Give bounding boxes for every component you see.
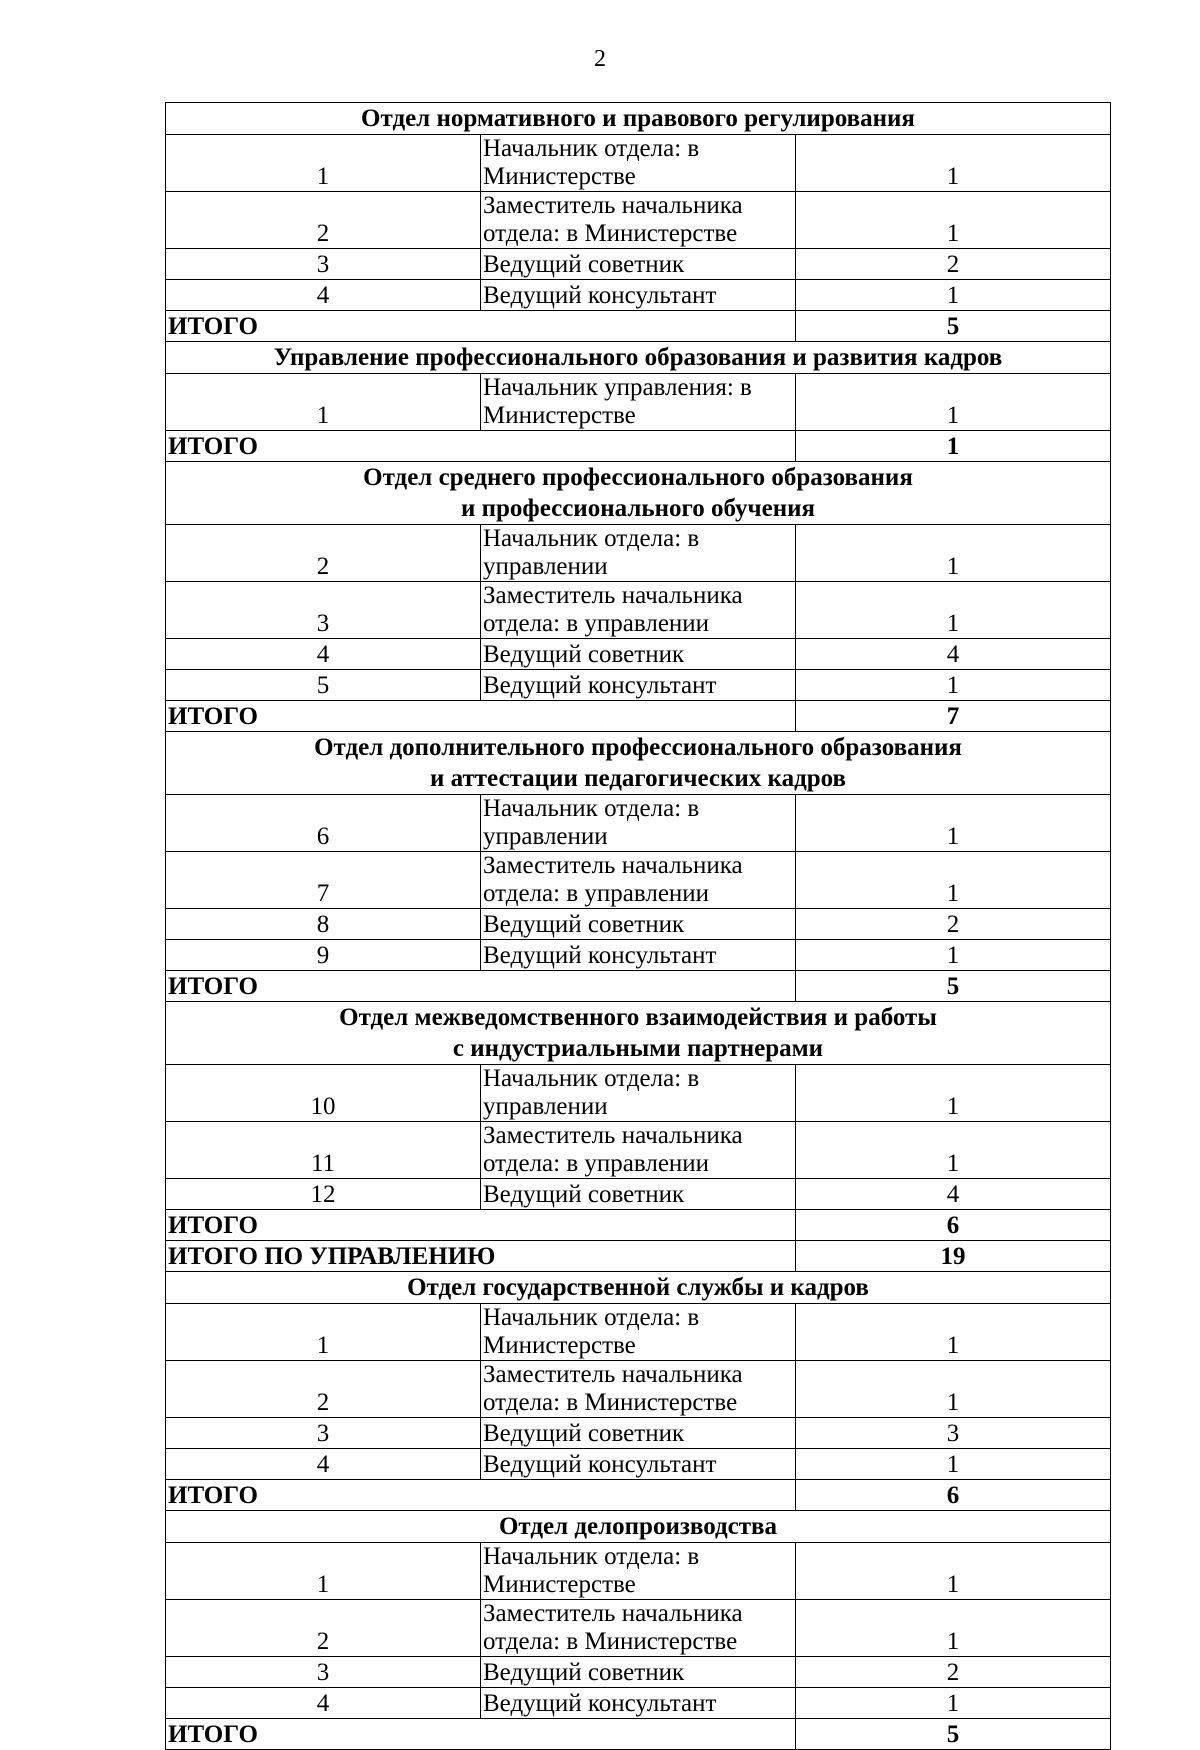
position-count: 2 bbox=[796, 1657, 1111, 1688]
row-number: 3 bbox=[166, 1418, 481, 1449]
table-row bbox=[166, 280, 1111, 311]
row-number: 7 bbox=[166, 852, 481, 909]
section-title: Отдел межведомственного взаимодействия и работы с индустриальными партнерами bbox=[166, 1002, 1111, 1065]
row-number: 6 bbox=[166, 795, 481, 852]
position-count: 1 bbox=[796, 1304, 1111, 1361]
position-count: 1 bbox=[796, 1600, 1111, 1657]
position-name: Ведущий консультант bbox=[481, 670, 796, 701]
row-number: 1 bbox=[166, 1304, 481, 1361]
table-row bbox=[166, 1449, 1111, 1480]
position-count: 1 bbox=[796, 1449, 1111, 1480]
position-count: 1 bbox=[796, 1361, 1111, 1418]
position-name: Заместитель начальника отдела: в управлении bbox=[481, 582, 796, 639]
row-number: 9 bbox=[166, 940, 481, 971]
position-count: 1 bbox=[796, 1065, 1111, 1122]
total-row bbox=[166, 311, 1111, 342]
table-row bbox=[166, 525, 1111, 582]
section-header-row bbox=[166, 342, 1111, 374]
row-number: 2 bbox=[166, 1600, 481, 1657]
row-number: 4 bbox=[166, 1688, 481, 1719]
position-count: 1 bbox=[796, 795, 1111, 852]
row-number: 4 bbox=[166, 280, 481, 311]
position-name: Ведущий советник bbox=[481, 1418, 796, 1449]
total-row bbox=[166, 701, 1111, 732]
row-number: 2 bbox=[166, 525, 481, 582]
position-name: Начальник отдела: в управлении bbox=[481, 525, 796, 582]
row-number: 1 bbox=[166, 374, 481, 431]
total-value: 7 bbox=[796, 701, 1111, 732]
total-row bbox=[166, 1480, 1111, 1511]
section-header-row bbox=[166, 103, 1111, 135]
position-name: Ведущий советник bbox=[481, 639, 796, 670]
table-row bbox=[166, 670, 1111, 701]
position-count: 4 bbox=[796, 639, 1111, 670]
staffing-table-body bbox=[166, 103, 1111, 1750]
total-label: ИТОГО bbox=[166, 1719, 796, 1750]
position-count: 2 bbox=[796, 909, 1111, 940]
position-count: 1 bbox=[796, 192, 1111, 249]
row-number: 4 bbox=[166, 1449, 481, 1480]
position-name: Заместитель начальника отдела: в Министерстве bbox=[481, 1361, 796, 1418]
position-count: 1 bbox=[796, 280, 1111, 311]
section-header-row bbox=[166, 1511, 1111, 1543]
position-count: 1 bbox=[796, 135, 1111, 192]
position-count: 1 bbox=[796, 670, 1111, 701]
table-row bbox=[166, 374, 1111, 431]
table-row bbox=[166, 1600, 1111, 1657]
table-row bbox=[166, 1065, 1111, 1122]
position-count: 3 bbox=[796, 1418, 1111, 1449]
total-label: ИТОГО bbox=[166, 431, 796, 462]
total-label: ИТОГО bbox=[166, 971, 796, 1002]
total-row bbox=[166, 1241, 1111, 1272]
row-number: 4 bbox=[166, 639, 481, 670]
table-row bbox=[166, 249, 1111, 280]
position-name: Ведущий консультант bbox=[481, 1688, 796, 1719]
table-row bbox=[166, 1361, 1111, 1418]
position-count: 1 bbox=[796, 374, 1111, 431]
position-count: 4 bbox=[796, 1179, 1111, 1210]
staffing-table bbox=[165, 102, 1111, 1750]
position-count: 1 bbox=[796, 852, 1111, 909]
section-title: Отдел государственной службы и кадров bbox=[166, 1272, 1111, 1304]
section-title: Отдел дополнительного профессионального образования и аттестации педагогических кадров bbox=[166, 732, 1111, 795]
row-number: 2 bbox=[166, 192, 481, 249]
position-name: Начальник управления: в Министерстве bbox=[481, 374, 796, 431]
row-number: 3 bbox=[166, 1657, 481, 1688]
table-row bbox=[166, 1179, 1111, 1210]
row-number: 10 bbox=[166, 1065, 481, 1122]
table-row bbox=[166, 1688, 1111, 1719]
total-row bbox=[166, 1210, 1111, 1241]
table-row bbox=[166, 1657, 1111, 1688]
position-count: 1 bbox=[796, 1122, 1111, 1179]
position-count: 2 bbox=[796, 249, 1111, 280]
position-name: Ведущий консультант bbox=[481, 280, 796, 311]
position-name: Ведущий советник bbox=[481, 249, 796, 280]
section-header-row bbox=[166, 1002, 1111, 1065]
total-value: 6 bbox=[796, 1210, 1111, 1241]
row-number: 12 bbox=[166, 1179, 481, 1210]
table-row bbox=[166, 940, 1111, 971]
position-name: Начальник отдела: в управлении bbox=[481, 795, 796, 852]
position-name: Начальник отдела: в Министерстве bbox=[481, 1543, 796, 1600]
total-label: ИТОГО bbox=[166, 1210, 796, 1241]
table-row bbox=[166, 852, 1111, 909]
table-row bbox=[166, 192, 1111, 249]
total-row bbox=[166, 431, 1111, 462]
position-name: Начальник отдела: в Министерстве bbox=[481, 135, 796, 192]
position-count: 1 bbox=[796, 525, 1111, 582]
position-name: Заместитель начальника отдела: в управлении bbox=[481, 852, 796, 909]
position-count: 1 bbox=[796, 582, 1111, 639]
table-row bbox=[166, 1418, 1111, 1449]
table-row bbox=[166, 582, 1111, 639]
total-value: 1 bbox=[796, 431, 1111, 462]
total-value: 6 bbox=[796, 1480, 1111, 1511]
position-name: Ведущий советник bbox=[481, 1179, 796, 1210]
row-number: 3 bbox=[166, 582, 481, 639]
total-label: ИТОГО bbox=[166, 701, 796, 732]
table-row bbox=[166, 795, 1111, 852]
row-number: 3 bbox=[166, 249, 481, 280]
row-number: 1 bbox=[166, 135, 481, 192]
total-value: 5 bbox=[796, 311, 1111, 342]
position-name: Заместитель начальника отдела: в Министерстве bbox=[481, 192, 796, 249]
page-number: 2 bbox=[594, 46, 606, 72]
position-name: Начальник отдела: в управлении bbox=[481, 1065, 796, 1122]
table-row bbox=[166, 909, 1111, 940]
position-name: Ведущий советник bbox=[481, 1657, 796, 1688]
position-name: Ведущий советник bbox=[481, 909, 796, 940]
table-row bbox=[166, 1122, 1111, 1179]
position-count: 1 bbox=[796, 940, 1111, 971]
total-value: 5 bbox=[796, 971, 1111, 1002]
row-number: 1 bbox=[166, 1543, 481, 1600]
section-header-row bbox=[166, 462, 1111, 525]
row-number: 2 bbox=[166, 1361, 481, 1418]
total-value: 5 bbox=[796, 1719, 1111, 1750]
position-name: Заместитель начальника отдела: в Министерстве bbox=[481, 1600, 796, 1657]
section-title: Управление профессионального образования и развития кадров bbox=[166, 342, 1111, 374]
row-number: 11 bbox=[166, 1122, 481, 1179]
section-header-row bbox=[166, 1272, 1111, 1304]
position-name: Ведущий консультант bbox=[481, 1449, 796, 1480]
row-number: 8 bbox=[166, 909, 481, 940]
position-name: Заместитель начальника отдела: в управлении bbox=[481, 1122, 796, 1179]
position-name: Начальник отдела: в Министерстве bbox=[481, 1304, 796, 1361]
section-header-row bbox=[166, 732, 1111, 795]
total-label: ИТОГО bbox=[166, 311, 796, 342]
section-title: Отдел среднего профессионального образования и профессионального обучения bbox=[166, 462, 1111, 525]
total-label: ИТОГО bbox=[166, 1480, 796, 1511]
position-name: Ведущий консультант bbox=[481, 940, 796, 971]
row-number: 5 bbox=[166, 670, 481, 701]
section-title: Отдел нормативного и правового регулирования bbox=[166, 103, 1111, 135]
total-label: ИТОГО ПО УПРАВЛЕНИЮ bbox=[166, 1241, 796, 1272]
table-row bbox=[166, 1304, 1111, 1361]
table-row bbox=[166, 135, 1111, 192]
table-row bbox=[166, 1543, 1111, 1600]
total-row bbox=[166, 971, 1111, 1002]
section-title: Отдел делопроизводства bbox=[166, 1511, 1111, 1543]
total-row bbox=[166, 1719, 1111, 1750]
position-count: 1 bbox=[796, 1543, 1111, 1600]
position-count: 1 bbox=[796, 1688, 1111, 1719]
total-value: 19 bbox=[796, 1241, 1111, 1272]
table-row bbox=[166, 639, 1111, 670]
